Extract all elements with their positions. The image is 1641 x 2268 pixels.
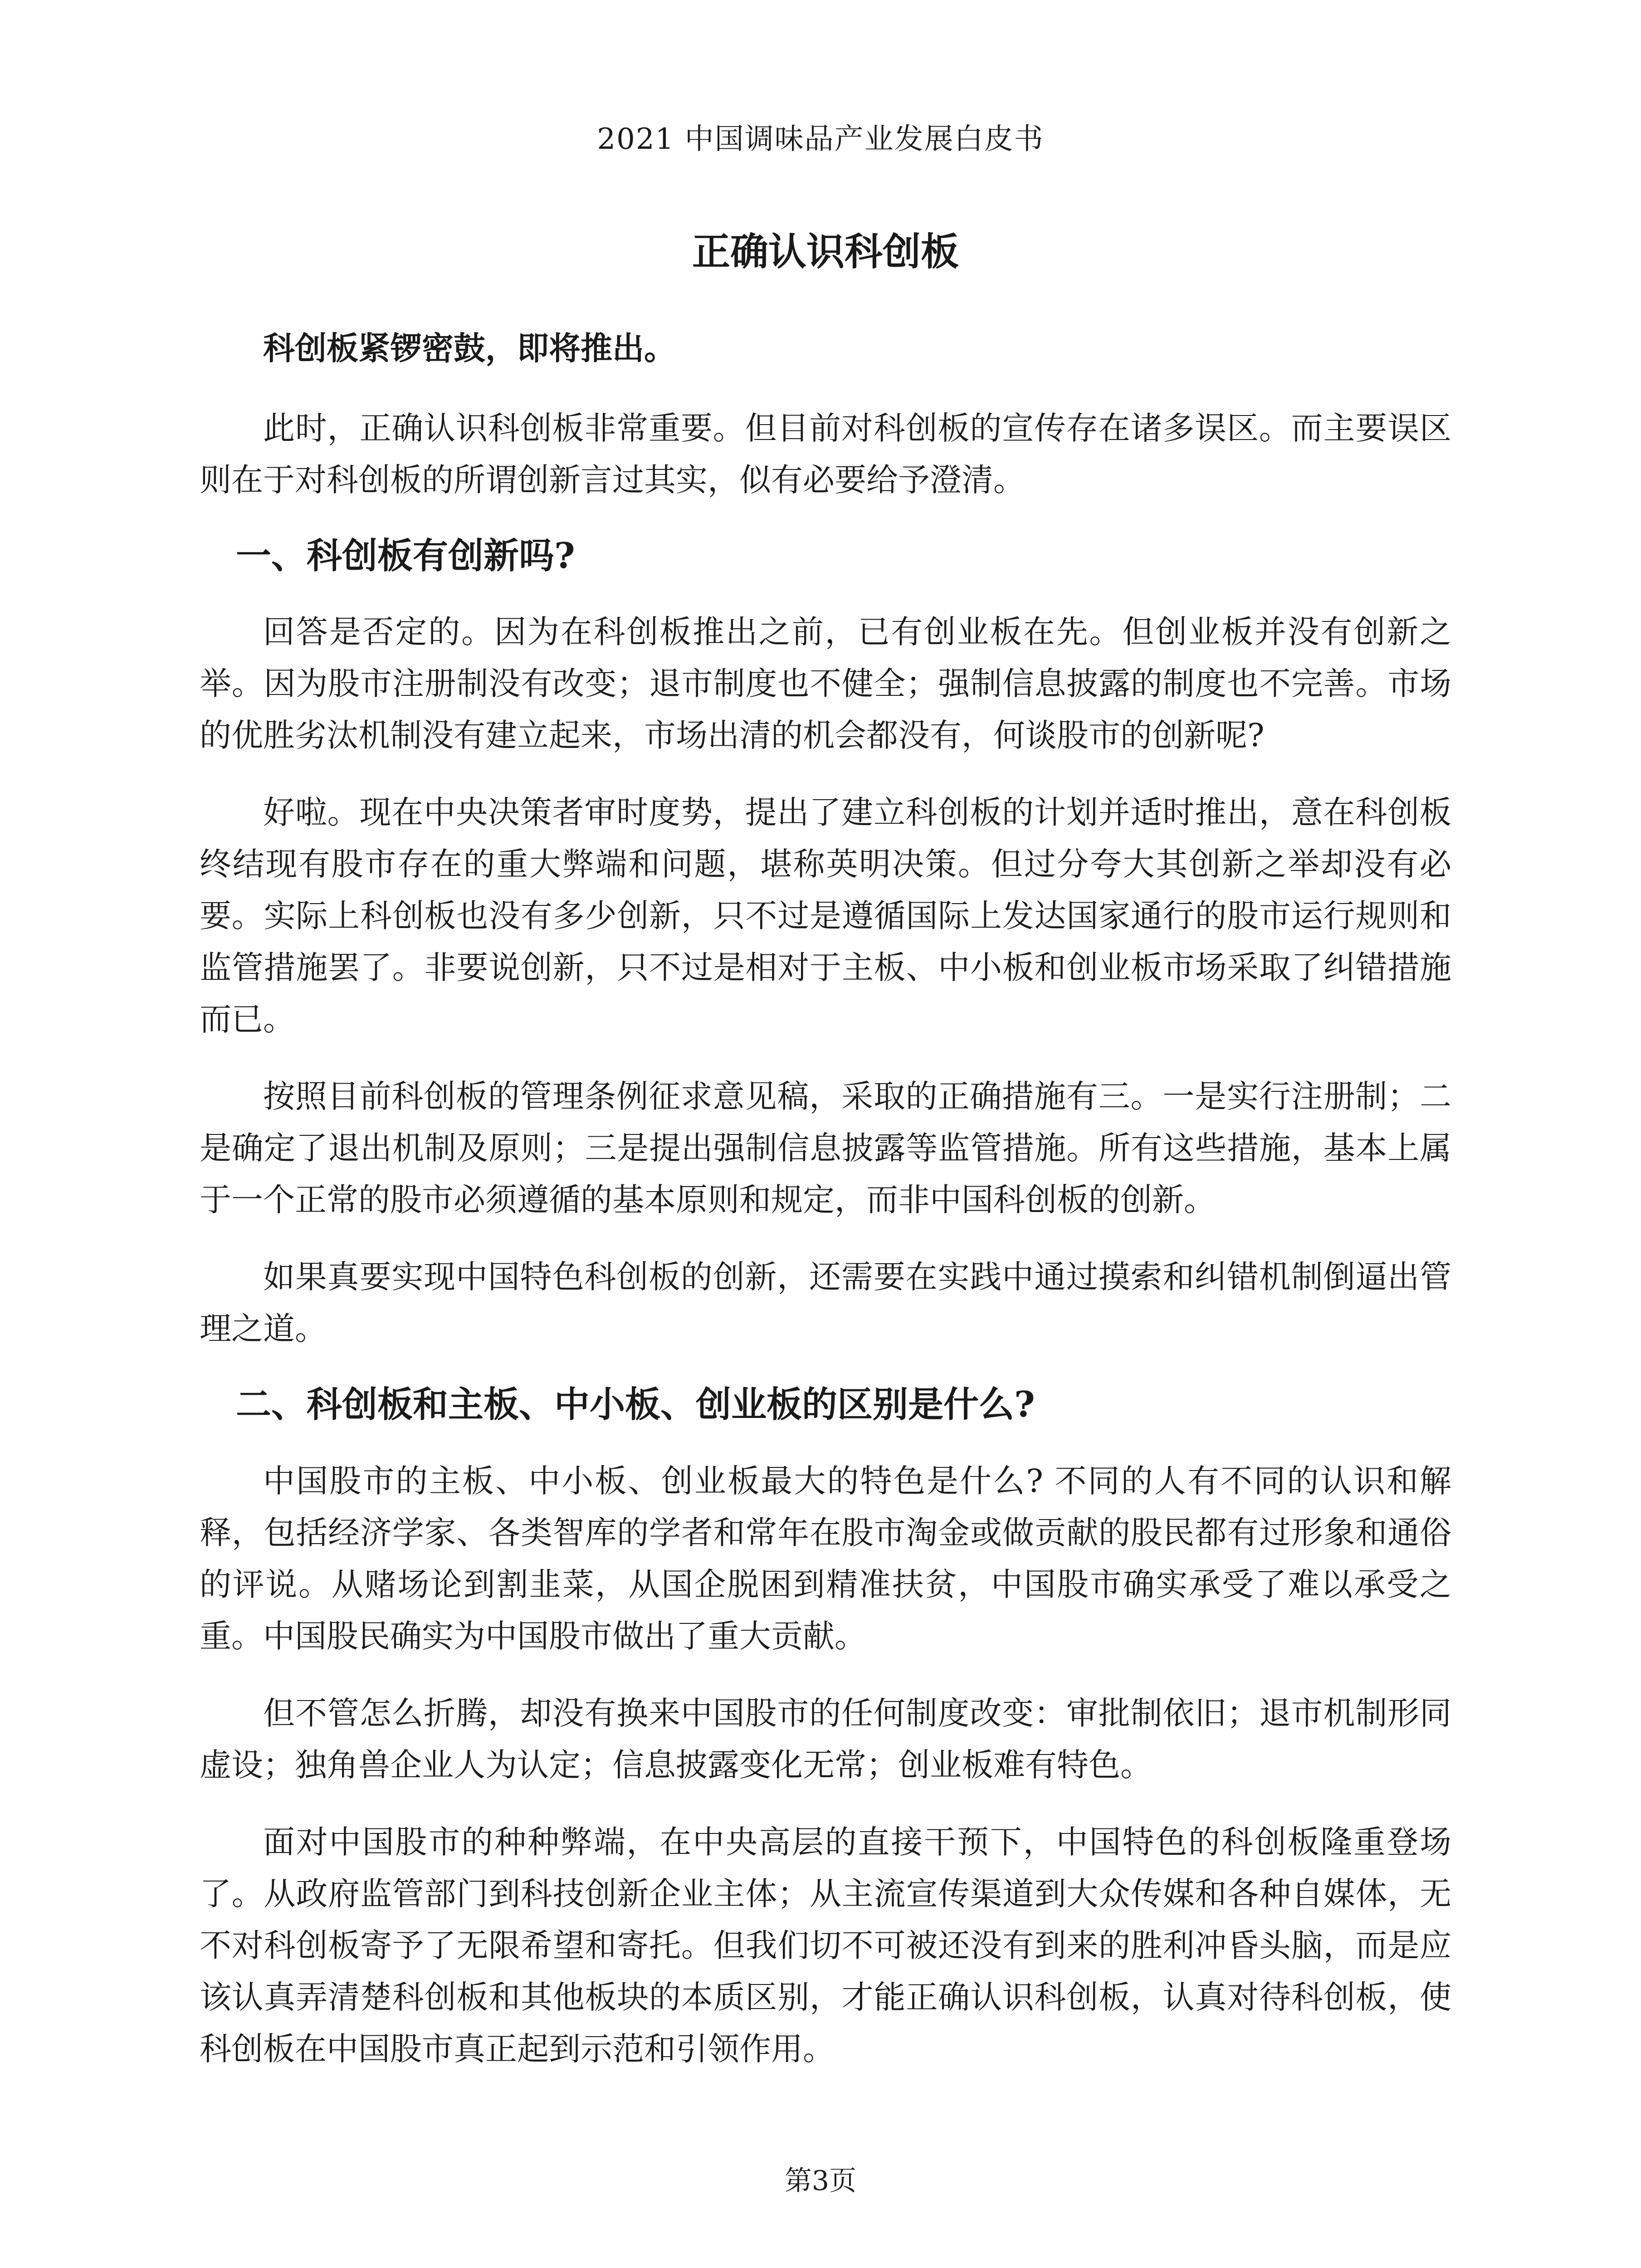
article-body: [200, 227, 1451, 2100]
paragraph: 中国股市的主板、中小板、创业板最大的特色是什么? 不同的人有不同的认识和解释，包括经济学家、各类智库的学者和常年在股市淘金或做贡献的股民都有过形象和通俗的评说。从赌场论到割韭菜，从国企脱困到精准扶贫，中国股市确实承受了难以承受之重。中国股民确实为中国股市做出了重大贡献。: [200, 1462, 1451, 1655]
section-heading-2: 二、科创板和主板、中小板、创业板的区别是什么?: [236, 1384, 1035, 1426]
intro-paragraph: 此时，正确认识科创板非常重要。但目前对科创板的宣传存在诸多误区。而主要误区则在于对科创板的所谓创新言过其实，似有必要给予澄清。: [200, 410, 1451, 499]
running-header: 2021 中国调味品产业发展白皮书: [597, 122, 1044, 156]
paragraph: 按照目前科创板的管理条例征求意见稿，采取的正确措施有三。一是实行注册制；二是确定了退出机制及原则；三是提出强制信息披露等监管措施。所有这些措施，基本上属于一个正常的股市必须遵循的基本原则和规定，而非中国科创板的创新。: [200, 1078, 1451, 1219]
lead-sentence: 科创板紧锣密鼓，即将推出。: [263, 329, 676, 367]
paragraph: 回答是否定的。因为在科创板推出之前，已有创业板在先。但创业板并没有创新之举。因为股市注册制没有改变；退市制度也不健全；强制信息披露的制度也不完善。市场的优胜劣汰机制没有建立起来，市场出清的机会都没有，何谈股市的创新呢?: [200, 613, 1451, 754]
article-title: 正确认识科创板: [692, 229, 959, 274]
paragraph: 面对中国股市的种种弊端，在中央高层的直接干预下，中国特色的科创板隆重登场了。从政府监管部门到科技创新企业主体；从主流宣传渠道到大众传媒和各种自媒体，无不对科创板寄予了无限希望和寄托。但我们切不可被还没有到来的胜利冲昏头脑，而是应该认真弄清楚科创板和其他板块的本质区别，才能正确认识科创板，认真对待科创板，使科创板在中国股市真正起到示范和引领作用。: [200, 1823, 1451, 2068]
paragraph: 但不管怎么折腾，却没有换来中国股市的任何制度改变：审批制依旧；退市机制形同虚设；独角兽企业人为认定；信息披露变化无常；创业板难有特色。: [200, 1694, 1451, 1784]
paragraph: 如果真要实现中国特色科创板的创新，还需要在实践中通过摸索和纠错机制倒逼出管理之道。: [200, 1258, 1451, 1348]
section-heading-1: 一、科创板有创新吗?: [236, 535, 575, 577]
paragraph: 好啦。现在中央决策者审时度势，提出了建立科创板的计划并适时推出，意在科创板终结现有股市存在的重大弊端和问题，堪称英明决策。但过分夸大其创新之举却没有必要。实际上科创板也没有多少创新，只不过是遵循国际上发达国家通行的股市运行规则和监管措施罢了。非要说创新，只不过是相对于主板、中小板和创业板市场采取了纠错措施而已。: [200, 794, 1451, 1038]
page-number: 第3页: [784, 2165, 857, 2197]
